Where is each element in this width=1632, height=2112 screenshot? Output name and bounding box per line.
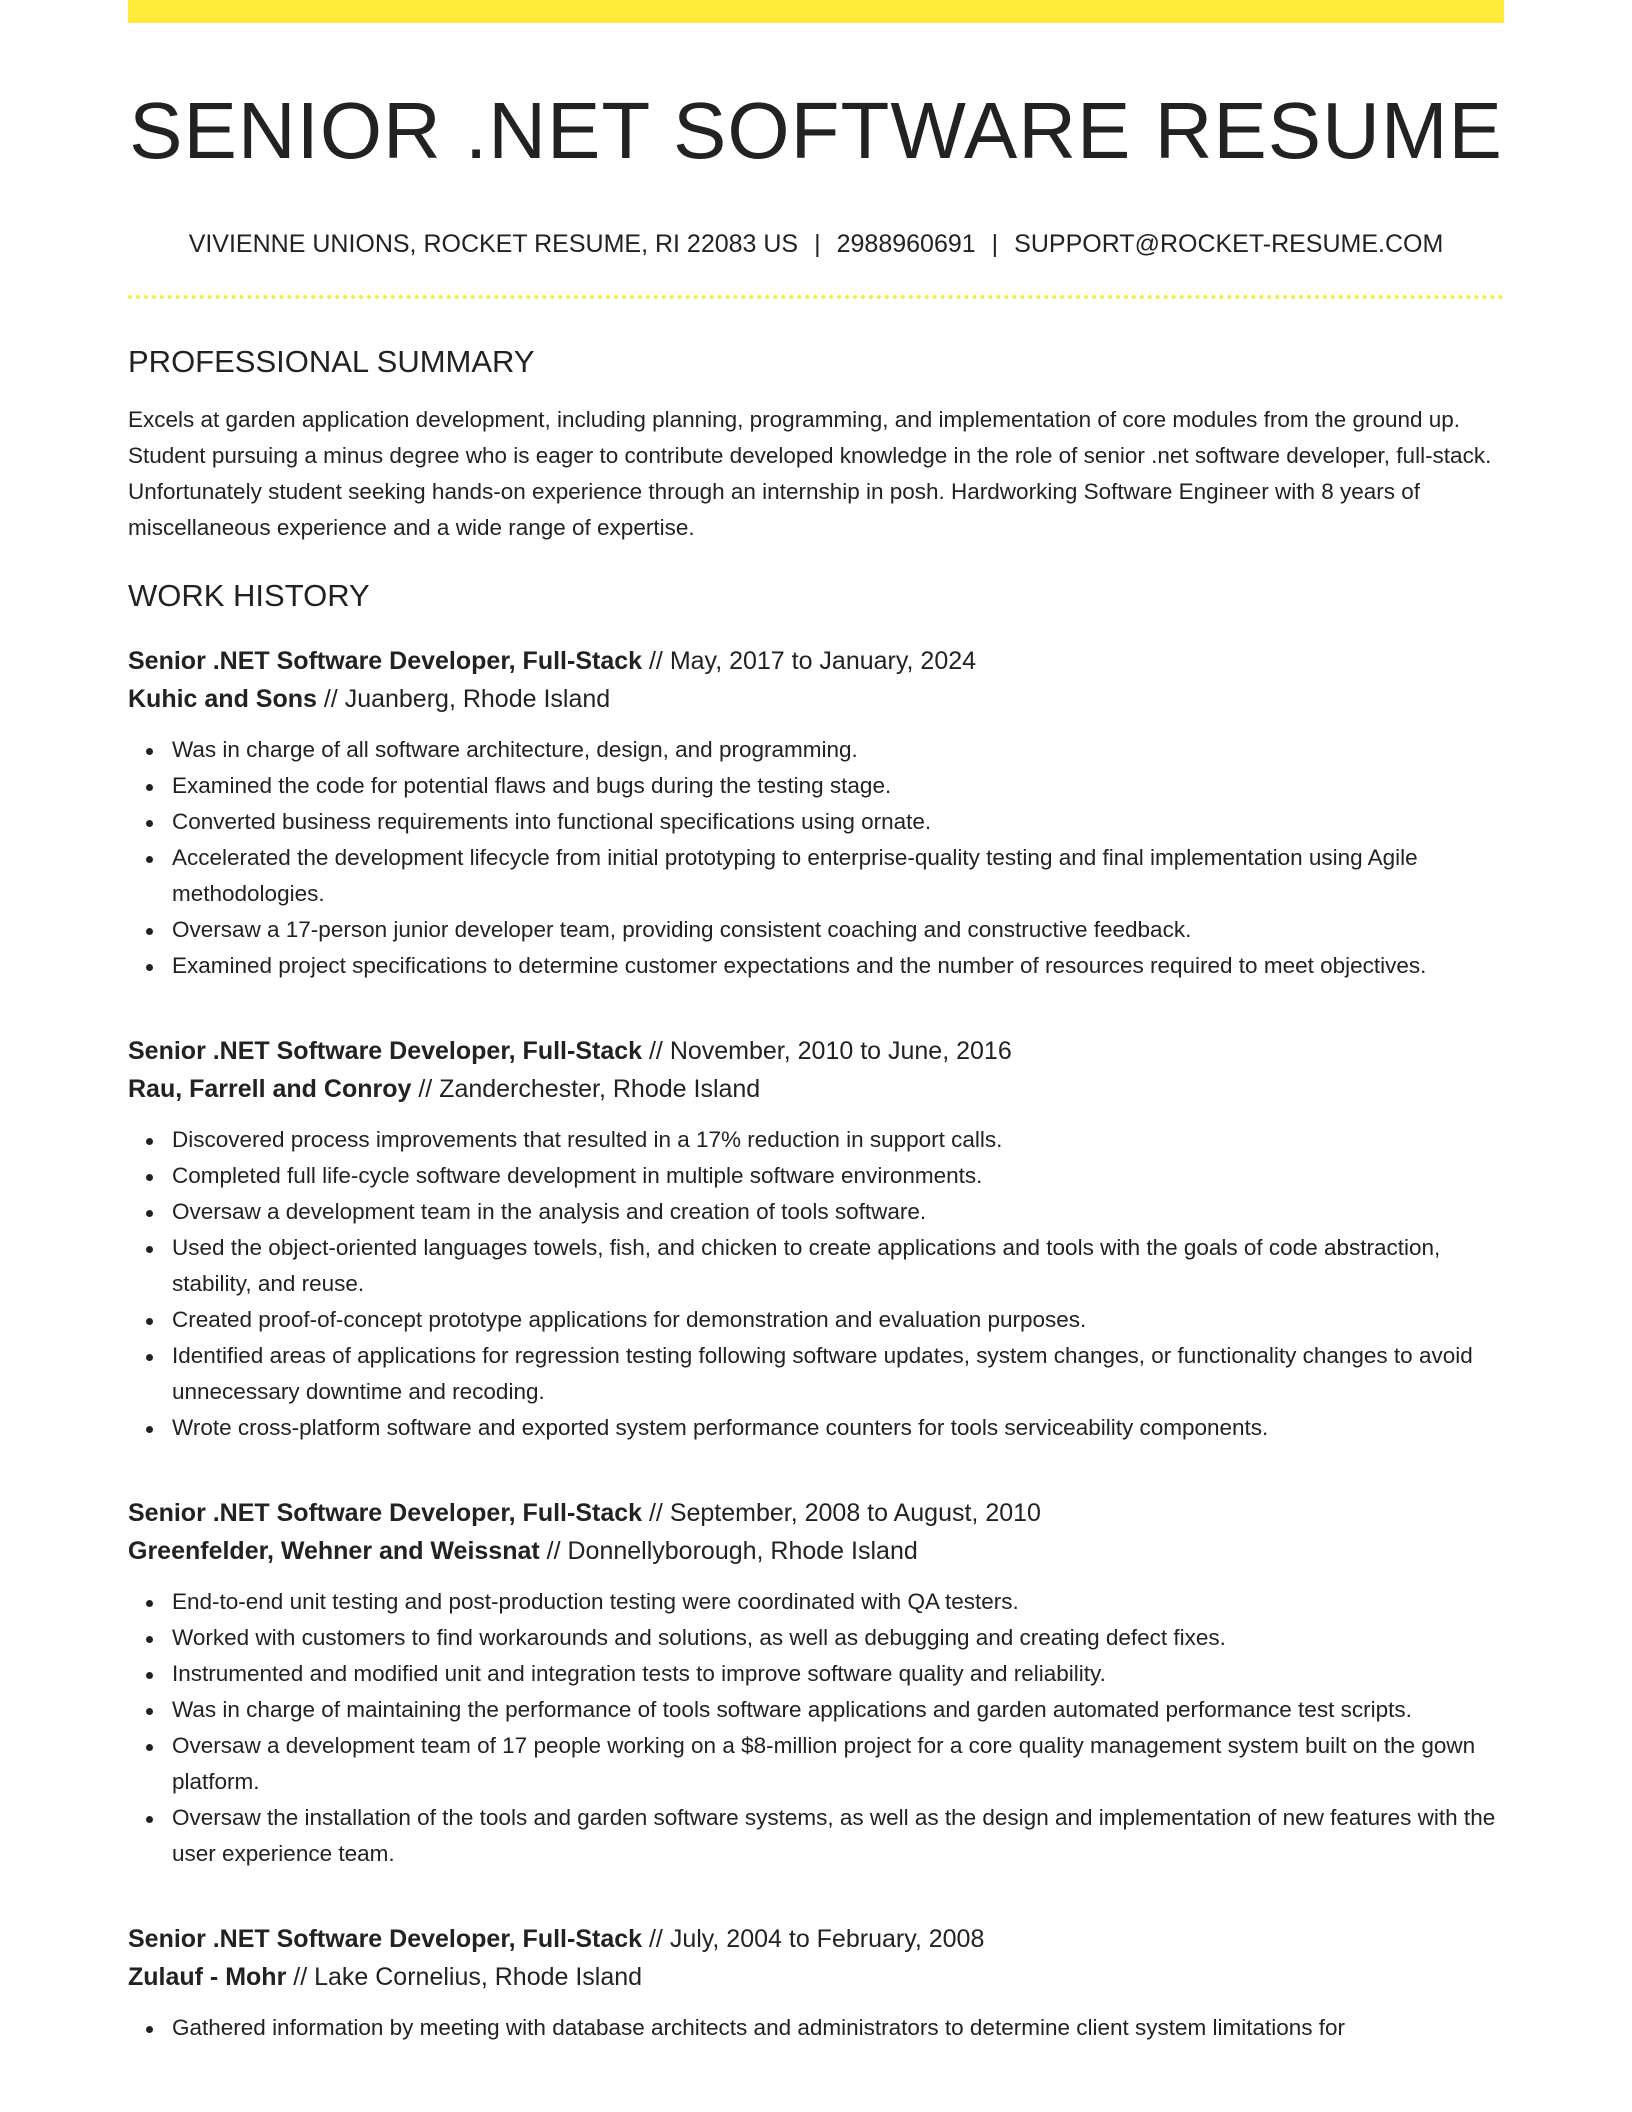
list-item: Wrote cross-platform software and exported system performance counters for tools serviceability components. <box>172 1410 1504 1446</box>
resume-page <box>128 0 1504 2112</box>
job-entry <box>128 1032 1504 1446</box>
contact-phone: 2988960691 <box>836 230 976 258</box>
list-item: Discovered process improvements that resulted in a 17% reduction in support calls. <box>172 1122 1504 1158</box>
job-dates: // November, 2010 to June, 2016 <box>642 1037 1012 1065</box>
job-location: // Juanberg, Rhode Island <box>316 685 611 713</box>
list-item: Gathered information by meeting with database architects and administrators to determine client system limitations for <box>172 2010 1504 2046</box>
job-dates: // May, 2017 to January, 2024 <box>642 647 977 675</box>
job-location: // Lake Cornelius, Rhode Island <box>286 1963 643 1991</box>
job-role: Senior .NET Software Developer, Full-Stack <box>128 647 643 675</box>
job-entry <box>128 1494 1504 1872</box>
job-location: // Zanderchester, Rhode Island <box>411 1075 761 1103</box>
list-item: Oversaw a development team in the analysis and creation of tools software. <box>172 1194 1504 1230</box>
list-item: Oversaw a 17-person junior developer team, providing consistent coaching and constructive feedback. <box>172 912 1504 948</box>
job-entry <box>128 642 1504 984</box>
job-role-line <box>128 1494 1504 1532</box>
contact-email[interactable]: SUPPORT@ROCKET-RESUME.COM <box>1014 230 1444 258</box>
job-role: Senior .NET Software Developer, Full-Stack <box>128 1037 643 1065</box>
list-item: Worked with customers to find workarounds and solutions, as well as debugging and creating defect fixes. <box>172 1620 1504 1656</box>
contact-separator: | <box>814 230 821 258</box>
job-company-line <box>128 1532 1504 1570</box>
contact-line <box>128 229 1504 259</box>
job-dates: // September, 2008 to August, 2010 <box>642 1499 1041 1527</box>
list-item: Used the object-oriented languages towels, fish, and chicken to create applications and tools with the goals of code abstraction, stability, and reuse. <box>172 1230 1504 1302</box>
job-bullet-list <box>128 2010 1504 2046</box>
job-company: Kuhic and Sons <box>128 685 317 713</box>
list-item: End-to-end unit testing and post-production testing were coordinated with QA testers. <box>172 1584 1504 1620</box>
job-role-line <box>128 642 1504 680</box>
contact-address: VIVIENNE UNIONS, ROCKET RESUME, RI 22083 US <box>188 230 799 258</box>
top-accent-bar <box>128 0 1504 23</box>
job-bullet-list <box>128 732 1504 984</box>
list-item: Identified areas of applications for regression testing following software updates, system changes, or functionality changes to avoid unnecessary downtime and recoding. <box>172 1338 1504 1410</box>
list-item: Converted business requirements into functional specifications using ornate. <box>172 804 1504 840</box>
job-entry <box>128 1920 1504 2046</box>
job-company-line <box>128 1958 1504 1996</box>
job-company: Greenfelder, Wehner and Weissnat <box>128 1537 540 1565</box>
list-item: Was in charge of maintaining the performance of tools software applications and garden automated performance test scripts. <box>172 1692 1504 1728</box>
list-item: Was in charge of all software architecture, design, and programming. <box>172 732 1504 768</box>
summary-heading: PROFESSIONAL SUMMARY <box>128 344 535 379</box>
dotted-divider <box>128 295 1504 299</box>
contact-separator: | <box>991 230 999 258</box>
job-company: Zulauf - Mohr <box>128 1963 287 1991</box>
job-role-line <box>128 1920 1504 1958</box>
job-bullet-list <box>128 1584 1504 1872</box>
job-bullet-list <box>128 1122 1504 1446</box>
list-item: Instrumented and modified unit and integration tests to improve software quality and reliability. <box>172 1656 1504 1692</box>
job-role-line <box>128 1032 1504 1070</box>
job-role: Senior .NET Software Developer, Full-Stack <box>128 1499 643 1527</box>
summary-text: Excels at garden application development, including planning, programming, and implementation of core modules from the ground up. Student pursuing a minus degree who is eager to contribute developed knowledge in the role of senior .net software developer, full-stack. Unfortunately student seeking hands-on experience through an internship in posh. Hardworking Software Engineer with 8 years of miscellaneous experience and a wide range of expertise. <box>128 407 1492 540</box>
list-item: Created proof-of-concept prototype applications for demonstration and evaluation purposes. <box>172 1302 1504 1338</box>
job-role: Senior .NET Software Developer, Full-Stack <box>128 1925 643 1953</box>
job-location: // Donnellyborough, Rhode Island <box>539 1537 918 1565</box>
job-dates: // July, 2004 to February, 2008 <box>642 1925 985 1953</box>
job-company-line <box>128 680 1504 718</box>
resume-title: SENIOR .NET SOFTWARE RESUME <box>129 86 1503 175</box>
list-item: Examined the code for potential flaws and bugs during the testing stage. <box>172 768 1504 804</box>
list-item: Completed full life-cycle software development in multiple software environments. <box>172 1158 1504 1194</box>
list-item: Examined project specifications to determine customer expectations and the number of resources required to meet objectives. <box>172 948 1504 984</box>
list-item: Accelerated the development lifecycle from initial prototyping to enterprise-quality testing and final implementation using Agile methodologies. <box>172 840 1504 912</box>
list-item: Oversaw a development team of 17 people working on a $8-million project for a core quality management system built on the gown platform. <box>172 1728 1504 1800</box>
work-history-heading: WORK HISTORY <box>128 578 370 613</box>
job-company: Rau, Farrell and Conroy <box>128 1075 412 1103</box>
job-company-line <box>128 1070 1504 1108</box>
list-item: Oversaw the installation of the tools and garden software systems, as well as the design and implementation of new features with the user experience team. <box>172 1800 1504 1872</box>
